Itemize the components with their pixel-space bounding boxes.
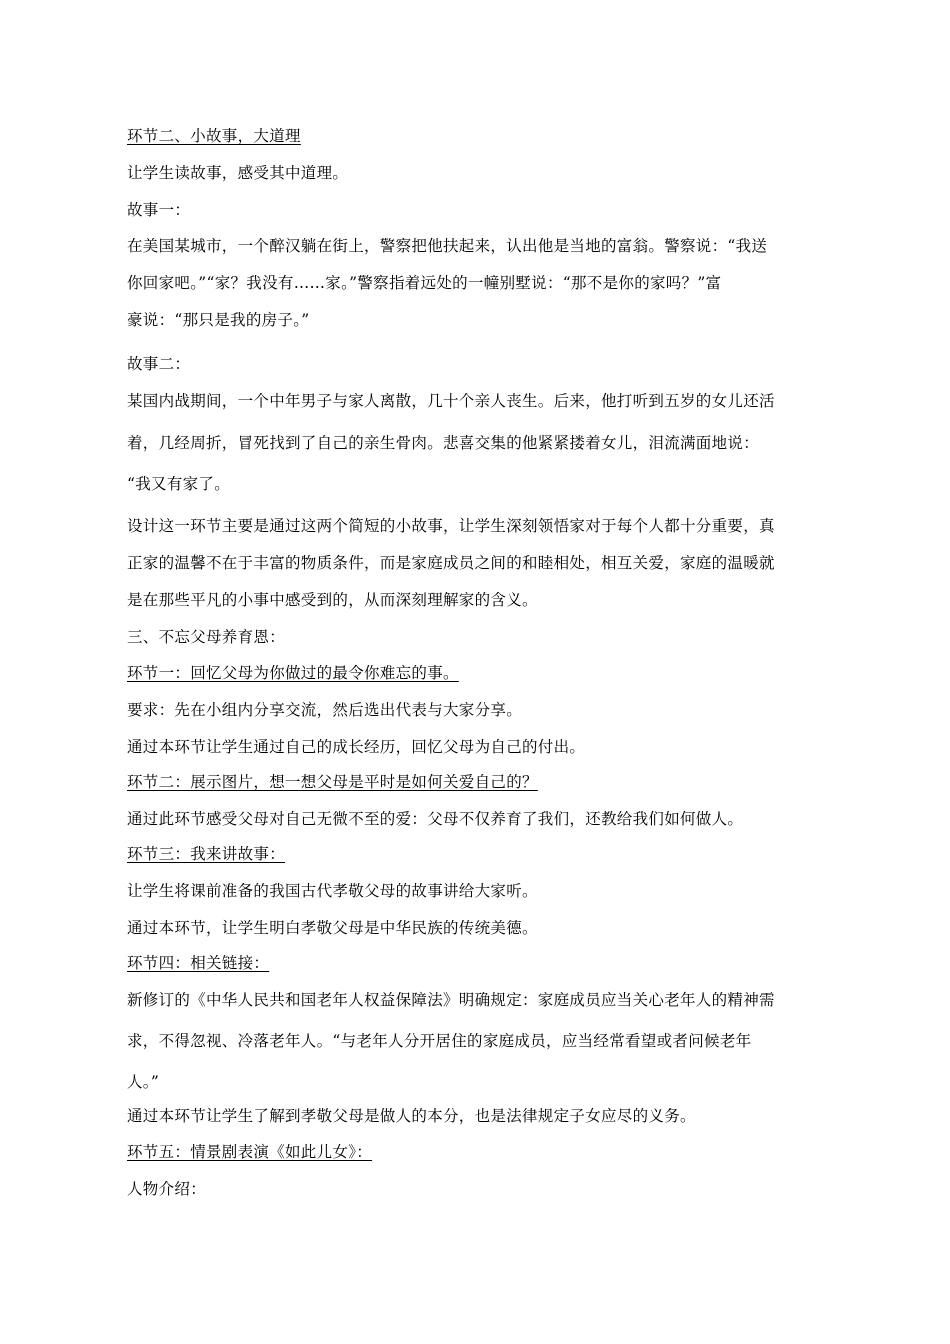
section-heading-link1: 环节一：回忆父母为你做过的最令你难忘的事。 <box>127 664 459 682</box>
characters-label: 人物介绍： <box>127 1180 207 1198</box>
text-line: 通过本环节让学生了解到孝敬父母是做人的本分，也是法律规定子女应尽的义务。 <box>127 1107 696 1125</box>
text-line: 让学生读故事，感受其中道理。 <box>127 164 349 182</box>
text-line: 设计这一环节主要是通过这两个简短的小故事，让学生深刻领悟家对于每个人都十分重要，真 <box>127 517 775 535</box>
text-line: 通过此环节感受父母对自己无微不至的爱：父母不仅养育了我们，还教给我们如何做人。 <box>127 810 744 828</box>
text-line: 是在那些平凡的小事中感受到的，从而深刻理解家的含义。 <box>127 591 538 609</box>
text-line: 正家的温馨不在于丰富的物质条件，而是家庭成员之间的和睦相处，相互关爱，家庭的温暖就 <box>127 554 775 572</box>
section-heading-link4: 环节四：相关链接： <box>127 954 270 972</box>
text-line: 新修订的《中华人民共和国老年人权益保障法》明确规定：家庭成员应当关心老年人的精神需 <box>127 991 775 1009</box>
text-line: 豪说：“那只是我的房子。” <box>127 311 310 329</box>
section-heading-link2b: 环节二：展示图片，想一想父母是平时是如何关爱自己的？ <box>127 773 538 791</box>
story-two-label: 故事二： <box>127 355 191 373</box>
section-heading-link3: 环节三：我来讲故事： <box>127 845 286 863</box>
text-line: 人。” <box>127 1073 160 1091</box>
text-line: 让学生将课前准备的我国古代孝敬父母的故事讲给大家听。 <box>127 882 538 900</box>
text-line: 某国内战期间，一个中年男子与家人离散，几十个亲人丧生。后来，他打听到五岁的女儿还活 <box>127 392 775 410</box>
text-line: 在美国某城市，一个醉汉躺在街上，警察把他扶起来，认出他是当地的富翁。警察说：“我送 <box>127 237 768 255</box>
text-line: 你回家吧。”“家？我没有……家。”警察指着远处的一幢别墅说：“那不是你的家吗？”富 <box>127 274 722 292</box>
text-line: 通过本环节让学生通过自己的成长经历，回忆父母为自己的付出。 <box>127 738 586 756</box>
section-heading-3: 三、不忘父母养育恩： <box>127 628 286 646</box>
text-line: 着，几经周折，冒死找到了自己的亲生骨肉。悲喜交集的他紧紧搂着女儿，泪流满面地说： <box>127 434 760 452</box>
section-heading-link5: 环节五：情景剧表演《如此儿女》： <box>127 1143 373 1161</box>
text-line: “我又有家了。 <box>127 475 231 493</box>
story-one-label: 故事一： <box>127 201 191 219</box>
section-heading-link2: 环节二、小故事，大道理 <box>127 127 301 145</box>
text-line: 要求：先在小组内分享交流，然后选出代表与大家分享。 <box>127 701 523 719</box>
text-line: 求，不得忽视、冷落老年人。“与老年人分开居住的家庭成员，应当经常看望或者问候老年 <box>127 1032 752 1050</box>
text-line: 通过本环节，让学生明白孝敬父母是中华民族的传统美德。 <box>127 919 538 937</box>
